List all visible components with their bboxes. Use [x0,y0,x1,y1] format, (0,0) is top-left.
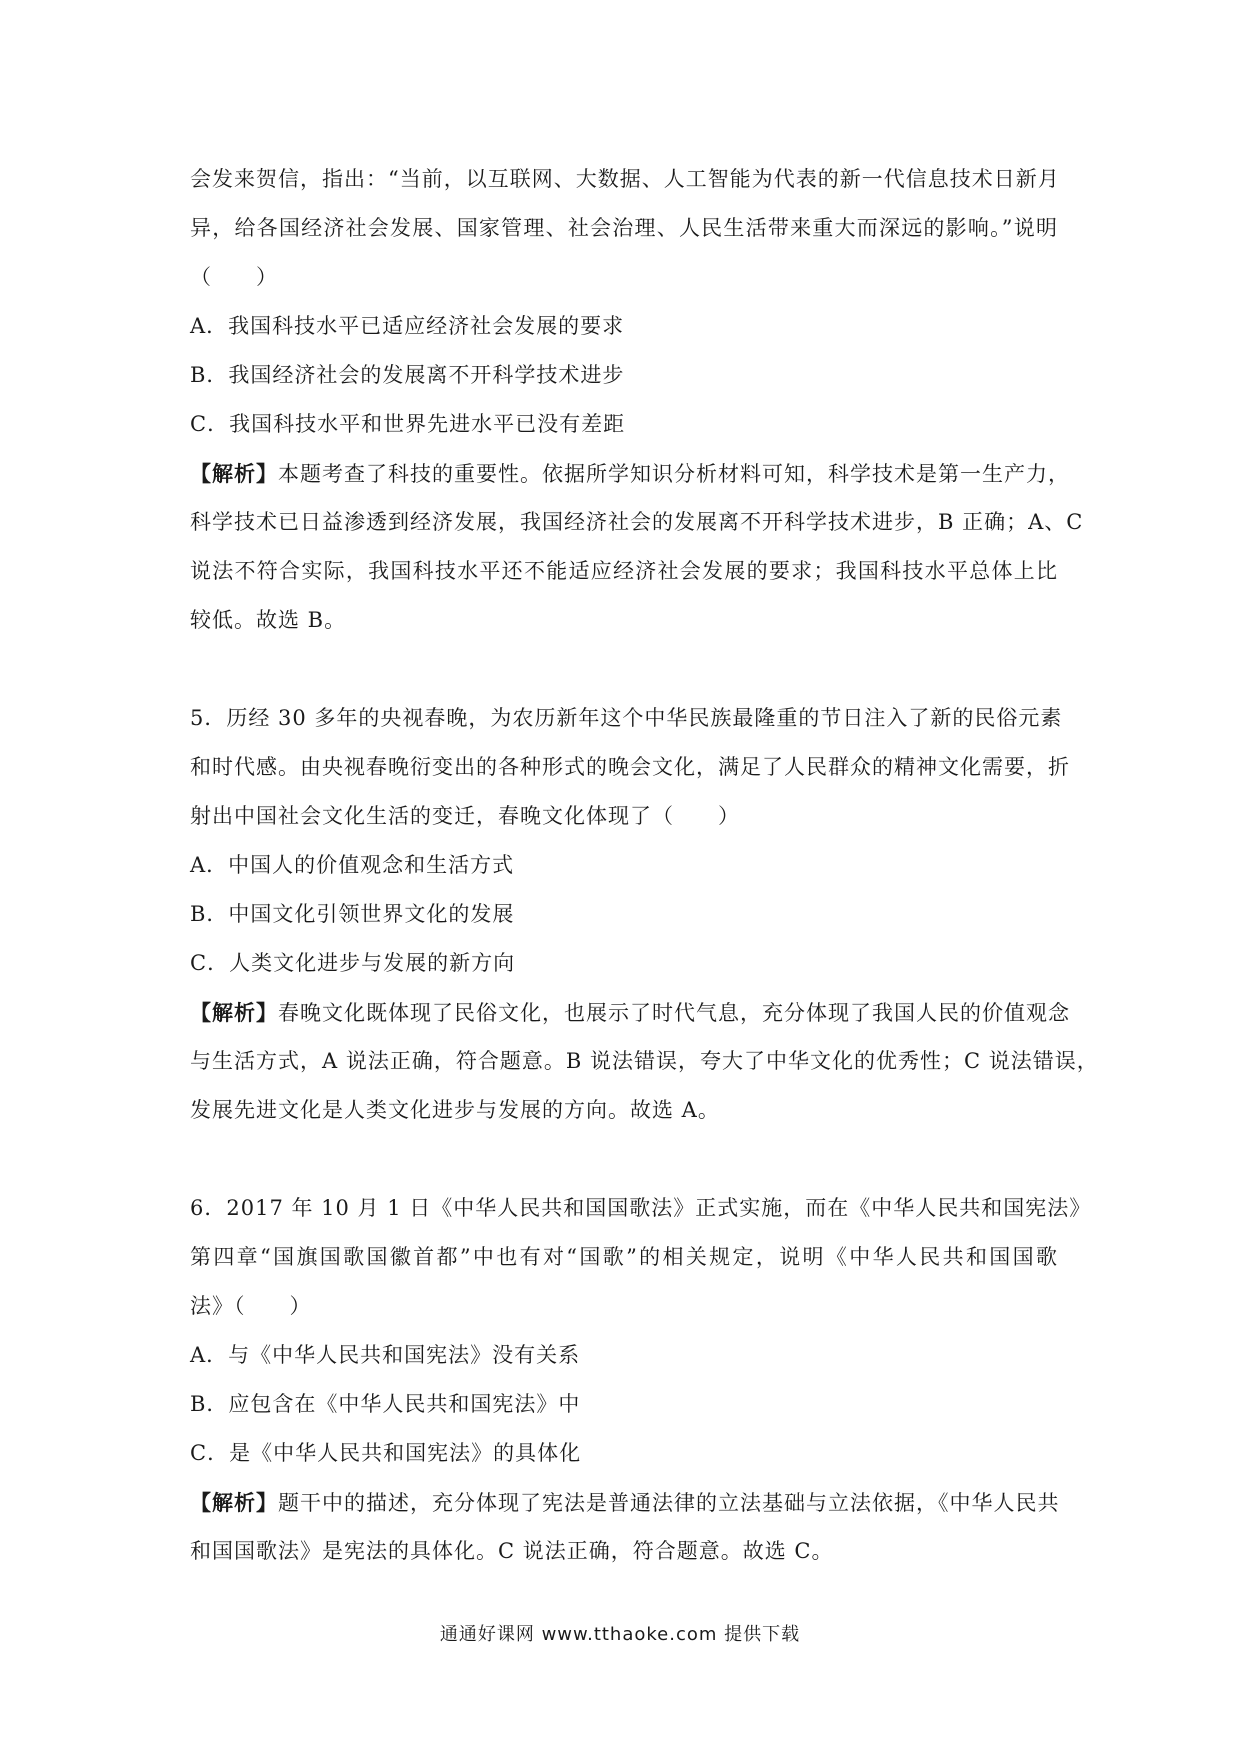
question-stem-line: 5．历经 30 多年的央视春晚，为农历新年这个中华民族最隆重的节日注入了新的民俗元素 [190,706,1063,730]
option-b: B．中国文化引领世界文化的发展 [190,902,515,926]
analysis-line: 较低。故选 B。 [190,608,347,632]
analysis-text: 春晚文化既体现了民俗文化，也展示了时代气息，充分体现了我国人民的价值观念 [278,1001,1070,1025]
question-6 [190,1184,1092,1576]
option-a: A．我国科技水平已适应经济社会发展的要求 [190,314,625,338]
page-footer: 通通好课网 www.tthaoke.com 提供下载 [439,1624,801,1645]
option-a: A．与《中华人民共和国宪法》没有关系 [190,1343,581,1367]
analysis-line [190,988,1070,1037]
analysis-label: 【解析】 [190,1000,278,1025]
question-stem-line: 和时代感。由央视春晚衍变出的各种形式的晚会文化，满足了人民群众的精神文化需要，折 [190,755,1070,779]
question-stem-line: 异，给各国经济社会发展、国家管理、社会治理、人民生活带来重大而深远的影响。”说明 [190,216,1058,240]
question-stem-line: 射出中国社会文化生活的变迁，春晚文化体现了（ ） [190,804,740,828]
question-stem-line: 法》（ ） [190,1294,312,1318]
analysis-label: 【解析】 [190,461,278,486]
spacer [190,645,1058,694]
question-stem-line: （ ） [190,265,278,289]
option-c: C．是《中华人民共和国宪法》的具体化 [190,1441,582,1465]
question-stem-line: 会发来贺信，指出：“当前，以互联网、大数据、人工智能为代表的新一代信息技术日新月 [190,167,1060,191]
question-stem-line: 第四章“国旗国歌国徽首都”中也有对“国歌”的相关规定，说明《中华人民共和国国歌 [190,1245,1058,1269]
analysis-line: 与生活方式，A 说法正确，符合题意。B 说法错误，夸大了中华文化的优秀性；C 说法错误， [190,1049,1099,1073]
analysis-line [190,1478,1058,1527]
question-4 [190,155,1084,645]
option-b: B．应包含在《中华人民共和国宪法》中 [190,1392,581,1416]
analysis-text: 本题考查了科技的重要性。依据所学知识分析材料可知，科学技术是第一生产力， [278,462,1070,486]
spacer [190,1135,1058,1184]
option-c: C．我国科技水平和世界先进水平已没有差距 [190,412,626,436]
option-c: C．人类文化进步与发展的新方向 [190,951,516,975]
analysis-label: 【解析】 [190,1490,278,1515]
analysis-line [190,449,1070,498]
question-5 [190,694,1099,1135]
analysis-line: 科学技术已日益渗透到经济发展，我国经济社会的发展离不开科学技术进步，B 正确；A、C [190,510,1084,534]
page-content [190,155,1099,1576]
option-b: B．我国经济社会的发展离不开科学技术进步 [190,363,625,387]
analysis-line: 说法不符合实际，我国科技水平还不能适应经济社会发展的要求；我国科技水平总体上比 [190,559,1058,583]
question-stem-line: 6．2017 年 10 月 1 日《中华人民共和国国歌法》正式实施，而在《中华人民共和国宪法》 [190,1196,1092,1220]
analysis-text: 题干中的描述，充分体现了宪法是普通法律的立法基础与立法依据，《中华人民共 [278,1491,1060,1515]
analysis-line: 和国国歌法》是宪法的具体化。C 说法正确，符合题意。故选 C。 [190,1539,834,1563]
analysis-line: 发展先进文化是人类文化进步与发展的方向。故选 A。 [190,1098,720,1122]
option-a: A．中国人的价值观念和生活方式 [190,853,515,877]
